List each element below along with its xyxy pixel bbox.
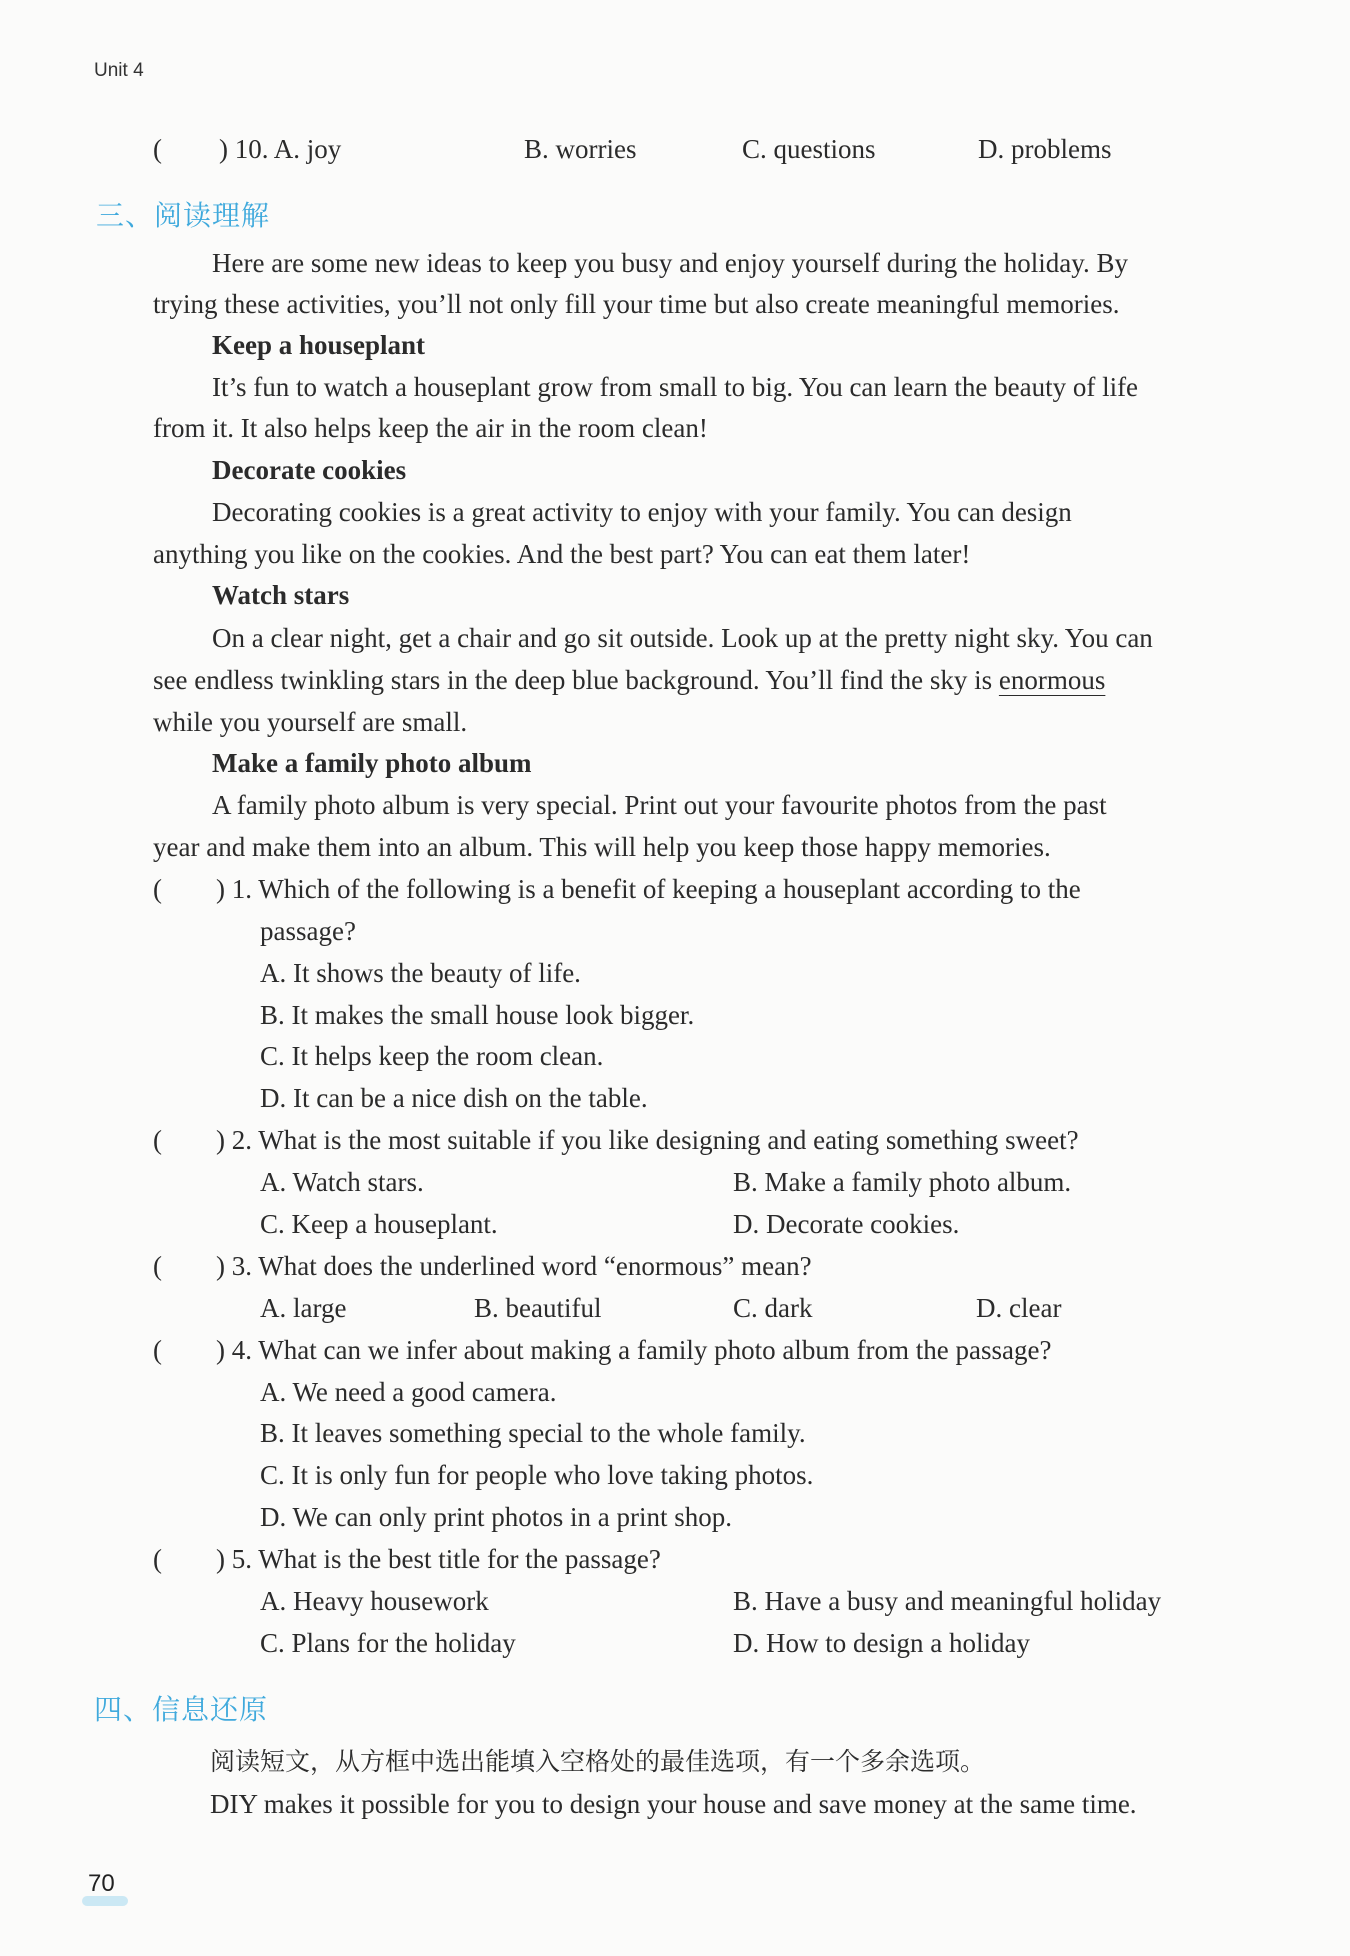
q10-option-d: D. problems: [978, 134, 1112, 164]
passage-line: anything you like on the cookies. And the best part? You can eat them later!: [153, 539, 971, 569]
question-stem: ) 5. What is the best title for the passage?: [216, 1544, 661, 1574]
answer-paren: (: [153, 1335, 162, 1365]
passage-line: DIY makes it possible for you to design your house and save money at the same time.: [210, 1789, 1137, 1819]
answer-paren: (: [153, 874, 162, 904]
passage-line: while you yourself are small.: [153, 707, 468, 737]
option-d: D. Decorate cookies.: [733, 1209, 960, 1239]
intro-line: Here are some new ideas to keep you busy and enjoy yourself during the holiday. By: [212, 248, 1129, 278]
question-stem: ) 1. Which of the following is a benefit of keeping a houseplant according to the: [216, 874, 1081, 904]
option-c: C. Keep a houseplant.: [260, 1209, 498, 1239]
option-b: B. Make a family photo album.: [733, 1167, 1072, 1197]
option-b: B. It leaves something special to the whole family.: [260, 1418, 806, 1448]
passage-line: from it. It also helps keep the air in the room clean!: [153, 413, 708, 443]
passage-subheading: Decorate cookies: [212, 455, 407, 485]
underlined-word: enormous: [998, 665, 1106, 695]
question-stem: ) 2. What is the most suitable if you like designing and eating something sweet?: [216, 1125, 1079, 1155]
option-a: A. We need a good camera.: [260, 1377, 557, 1407]
option-a: A. Watch stars.: [260, 1167, 424, 1197]
passage-line: year and make them into an album. This will help you keep those happy memories.: [153, 832, 1051, 862]
passage-text: see endless twinkling stars in the deep blue background. You’ll find the sky is: [153, 665, 999, 695]
option-c: C. It is only fun for people who love taking photos.: [260, 1460, 814, 1490]
answer-paren: (: [153, 1125, 162, 1155]
answer-paren: (: [153, 134, 162, 164]
question-stem: passage?: [260, 916, 356, 946]
section-heading-reading: 三、阅读理解: [96, 199, 271, 232]
question-stem: ) 3. What does the underlined word “enormous” mean?: [216, 1251, 812, 1281]
option-d: D. It can be a nice dish on the table.: [260, 1083, 648, 1113]
intro-line: trying these activities, you’ll not only fill your time but also create meaningful memories.: [153, 289, 1120, 319]
option-d: D. clear: [976, 1293, 1062, 1323]
passage-line: [153, 659, 1105, 701]
q10-option-c: C. questions: [742, 134, 876, 164]
unit-label: Unit 4: [94, 60, 144, 81]
option-c: C. It helps keep the room clean.: [260, 1041, 604, 1071]
passage-line: On a clear night, get a chair and go sit outside. Look up at the pretty night sky. You can: [212, 623, 1153, 653]
passage-subheading: Keep a houseplant: [212, 330, 426, 360]
option-c: C. Plans for the holiday: [260, 1628, 516, 1658]
page-number: 70: [88, 1870, 115, 1897]
passage-subheading: Make a family photo album: [212, 748, 532, 778]
question-stem: ) 4. What can we infer about making a family photo album from the passage?: [216, 1335, 1052, 1365]
option-d: D. We can only print photos in a print shop.: [260, 1502, 733, 1532]
option-b: B. Have a busy and meaningful holiday: [733, 1586, 1162, 1616]
option-a: A. It shows the beauty of life.: [260, 958, 581, 988]
section-instruction: 阅读短文，从方框中选出能填入空格处的最佳选项，有一个多余选项。: [210, 1747, 986, 1776]
q10-option-a: ) 10. A. joy: [219, 134, 342, 164]
q10-option-b: B. worries: [524, 134, 637, 164]
answer-paren: (: [153, 1251, 162, 1281]
passage-subheading: Watch stars: [212, 580, 350, 610]
passage-line: A family photo album is very special. Print out your favourite photos from the past: [212, 790, 1107, 820]
option-c: C. dark: [733, 1293, 813, 1323]
passage-line: It’s fun to watch a houseplant grow from small to big. You can learn the beauty of life: [212, 372, 1139, 402]
option-d: D. How to design a holiday: [733, 1628, 1030, 1658]
option-b: B. beautiful: [474, 1293, 602, 1323]
passage-line: Decorating cookies is a great activity to enjoy with your family. You can design: [212, 497, 1072, 527]
section-heading-info: 四、信息还原: [94, 1693, 269, 1726]
option-b: B. It makes the small house look bigger.: [260, 1000, 695, 1030]
option-a: A. large: [260, 1293, 347, 1323]
answer-paren: (: [153, 1544, 162, 1574]
option-a: A. Heavy housework: [260, 1586, 489, 1616]
